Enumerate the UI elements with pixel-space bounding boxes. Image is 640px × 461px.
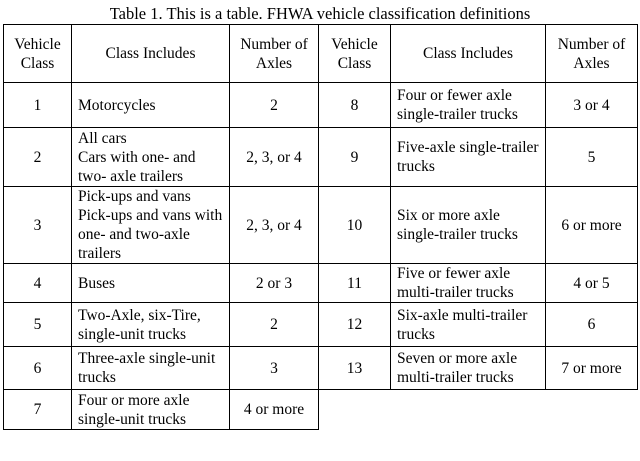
header-class-includes: Class Includes [391,25,546,83]
axles-cell: 6 [546,303,638,347]
vehicle-class-cell: 10 [319,187,391,264]
header-number-of-axles: Number of Axles [546,25,638,83]
header-number-of-axles: Number of Axles [230,25,319,83]
class-includes-cell: All cars Cars with one- and two- axle trailers [72,128,230,187]
vehicle-class-cell: 4 [4,264,72,303]
class-includes-cell: Seven or more axle multi-trailer trucks [391,347,546,390]
header-vehicle-class: Vehicle Class [319,25,391,83]
axles-cell: 3 [230,347,319,390]
class-includes-cell: Six-axle multi-trailer trucks [391,303,546,347]
empty-cell [319,390,638,430]
class-includes-cell: Six or more axle single-trailer trucks [391,187,546,264]
vehicle-class-cell: 9 [319,128,391,187]
class-includes-cell: Pick-ups and vans Pick-ups and vans with one- and two-axle trailers [72,187,230,264]
class-includes-cell: Motorcycles [72,83,230,128]
axles-cell: 3 or 4 [546,83,638,128]
axles-cell: 4 or 5 [546,264,638,303]
header-vehicle-class: Vehicle Class [4,25,72,83]
axles-cell: 4 or more [230,390,319,430]
vehicle-class-cell: 6 [4,347,72,390]
class-includes-cell: Three-axle single-unit trucks [72,347,230,390]
axles-cell: 2 [230,83,319,128]
class-includes-cell: Five or fewer axle multi-trailer trucks [391,264,546,303]
table-row [4,390,638,430]
class-includes-cell: Buses [72,264,230,303]
vehicle-class-cell: 8 [319,83,391,128]
vehicle-class-cell: 11 [319,264,391,303]
class-includes-cell: Two-Axle, six-Tire, single-unit trucks [72,303,230,347]
class-includes-cell: Five-axle single-trailer trucks [391,128,546,187]
axles-cell: 7 or more [546,347,638,390]
class-includes-cell: Four or more axle single-unit trucks [72,390,230,430]
table-row [4,83,638,128]
axles-cell: 2 or 3 [230,264,319,303]
table-row [4,128,638,187]
axles-cell: 6 or more [546,187,638,264]
vehicle-class-cell: 7 [4,390,72,430]
vehicle-class-cell: 2 [4,128,72,187]
axles-cell: 5 [546,128,638,187]
vehicle-class-cell: 13 [319,347,391,390]
table-row [4,187,638,264]
vehicle-class-cell: 3 [4,187,72,264]
table-row [4,347,638,390]
header-class-includes: Class Includes [72,25,230,83]
vehicle-class-cell: 5 [4,303,72,347]
vehicle-classification-table [3,24,638,430]
header-row [4,25,638,83]
table-row [4,264,638,303]
vehicle-class-cell: 12 [319,303,391,347]
table-row [4,303,638,347]
axles-cell: 2 [230,303,319,347]
class-includes-cell: Four or fewer axle single-trailer trucks [391,83,546,128]
table-caption: Table 1. This is a table. FHWA vehicle classification definitions [109,4,531,23]
axles-cell: 2, 3, or 4 [230,128,319,187]
vehicle-class-cell: 1 [4,83,72,128]
axles-cell: 2, 3, or 4 [230,187,319,264]
